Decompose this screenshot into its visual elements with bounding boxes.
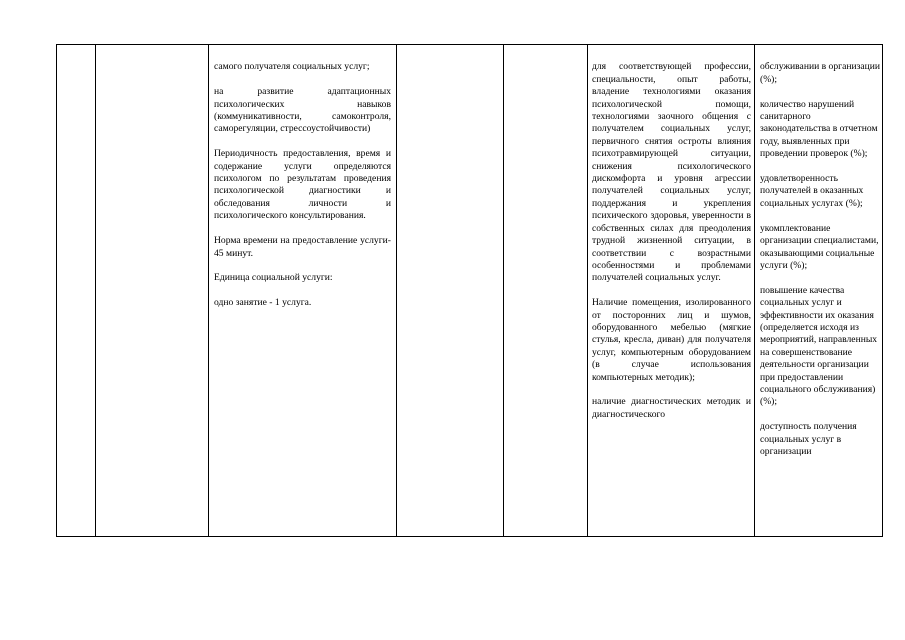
- column-divider-2: [208, 45, 209, 536]
- indicator-text-line: доступность получения социальных услуг в организации: [760, 421, 857, 457]
- quality-indicators-cell: [760, 49, 882, 471]
- column-divider-6: [754, 45, 755, 536]
- indicator-text-line: повышение качества социальных услуг и эффективности их оказания (определяется исходя из мероприятий, направленных на совершенствование деятельности организации при предоставлении социального обслуживания) (%);: [760, 284, 878, 408]
- indicator-text-line: укомплектование организации специалистами, оказывающими социальные услуги (%);: [760, 222, 879, 271]
- conditions-text-line: для соответствующей профессии, специальности, опыт работы, владение технологиями оказания психологической помощи, технологиями заочного общения с получателем социальных услуг, первичного снятия остроты влияния психотравмирующей ситуации, снижения психологического дискомфорта и уровня агрессии получателей социальных услуг, поддержания и укрепления психического здоровья, уверенности в собственных силах для преодоления трудной жизненной ситуации, в соответствии с возрастными особенностями и проблемами получателей социальных услуг.: [592, 61, 751, 284]
- service-text-line: на развитие адаптационных психологических навыков (коммуникативности, самоконтроля, саморегуляции, стрессоустойчивости): [214, 86, 391, 135]
- column-divider-4: [503, 45, 504, 536]
- indicator-text-line: количество нарушений санитарного законодательства в отчетном году, выявленных при проведении проверок (%);: [760, 98, 878, 160]
- conditions-text-line: наличие диагностических методик и диагностического: [592, 396, 751, 420]
- service-text-line: одно занятие - 1 услуга.: [214, 297, 312, 309]
- service-conditions-cell: [592, 49, 751, 434]
- column-divider-3: [396, 45, 397, 536]
- column-divider-1: [95, 45, 96, 536]
- indicator-text-line: обслуживании в организации (%);: [760, 61, 881, 85]
- service-text-line: Периодичность предоставления, время и содержание услуги определяются психологом по результатам проведения психологической диагностики и обследования личности и психологического консультирования.: [214, 148, 391, 222]
- service-text-line: самого получателя социальных услуг;: [214, 61, 370, 73]
- service-text-line: Единица социальной услуги:: [214, 272, 333, 284]
- services-table: [56, 44, 883, 537]
- indicator-text-line: удовлетворенность получателей в оказанных социальных услугах (%);: [760, 173, 864, 209]
- column-divider-5: [587, 45, 588, 536]
- service-text-line: Норма времени на предоставление услуги- 45 минут.: [214, 235, 391, 259]
- conditions-text-line: Наличие помещения, изолированного от посторонних лиц и шумов, оборудованного мебелью (мягкие стулья, кресла, диван) для получателя услуг, компьютерным оборудованием (в случае использования компьютерных методик);: [592, 297, 751, 383]
- service-description-cell: [214, 49, 391, 322]
